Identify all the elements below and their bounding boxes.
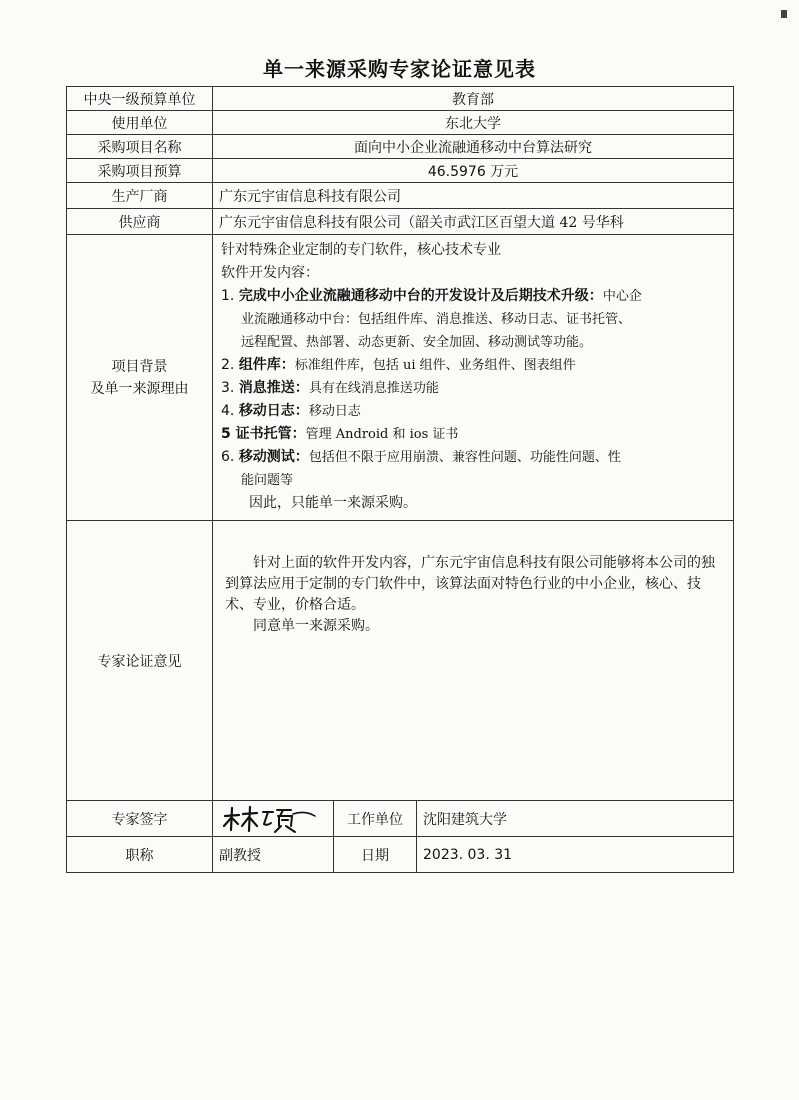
central-unit-label: 中央一级预算单位 bbox=[67, 87, 213, 111]
job-title-value: 副教授 bbox=[213, 837, 334, 873]
date-label: 日期 bbox=[334, 837, 417, 873]
item-6-text-b: 能问题等 bbox=[241, 473, 294, 488]
item-1-heading: 完成中小企业流融通移动中台的开发设计及后期技术升级： bbox=[238, 288, 603, 304]
row-signature bbox=[67, 801, 734, 837]
row-central-unit bbox=[67, 87, 734, 111]
background-label-line2: 及单一来源理由 bbox=[90, 380, 189, 397]
user-unit-value: 东北大学 bbox=[213, 111, 734, 135]
item-1-text-a: 中心企 bbox=[602, 289, 642, 304]
item-1-text-c: 远程配置、热部署、动态更新、安全加固、移动测试等功能。 bbox=[241, 335, 593, 350]
supplier-value: 广东元宇宙信息科技有限公司（韶关市武江区百望大道 42 号华科 bbox=[213, 209, 734, 235]
row-title-date bbox=[67, 837, 734, 873]
background-intro: 针对特殊企业定制的专门软件，核心技术专业 bbox=[221, 242, 501, 258]
budget-label: 采购项目预算 bbox=[67, 159, 213, 183]
date-value: 2023. 03. 31 bbox=[417, 837, 734, 873]
item-5-text: 管理 Android 和 ios 证书 bbox=[305, 427, 459, 442]
supplier-label: 供应商 bbox=[67, 209, 213, 235]
item-2-heading: 组件库： bbox=[238, 357, 295, 373]
dev-item-5 bbox=[221, 423, 725, 446]
handwritten-signature bbox=[219, 804, 319, 834]
item-3-heading: 消息推送： bbox=[238, 380, 309, 396]
dev-item-1 bbox=[221, 285, 725, 308]
item-6-text-a: 包括但不限于应用崩溃、兼容性问题、功能性问题、性 bbox=[308, 450, 621, 465]
item-4-heading: 移动日志： bbox=[238, 403, 309, 419]
user-unit-label: 使用单位 bbox=[67, 111, 213, 135]
page-title: 单一来源采购专家论证意见表 bbox=[263, 57, 536, 81]
background-label-line1: 项目背景 bbox=[111, 358, 168, 375]
opinion-label: 专家论证意见 bbox=[67, 521, 213, 801]
item-6-heading: 移动测试： bbox=[238, 449, 309, 465]
background-label bbox=[67, 235, 213, 521]
item-5-heading: 5 证书托管： bbox=[221, 426, 306, 442]
dev-item-6 bbox=[221, 446, 725, 469]
item-1-number: 1. bbox=[221, 288, 235, 304]
manufacturer-value: 广东元宇宙信息科技有限公司 bbox=[213, 183, 734, 209]
background-content bbox=[213, 235, 734, 521]
row-opinion bbox=[67, 521, 734, 801]
item-2-number: 2. bbox=[221, 357, 235, 373]
dev-item-2 bbox=[221, 354, 725, 377]
signature-cell bbox=[213, 801, 334, 837]
item-2-text: 标准组件库，包括 ui 组件、业务组件、图表组件 bbox=[294, 358, 576, 373]
project-name-label: 采购项目名称 bbox=[67, 135, 213, 159]
scan-mark bbox=[781, 10, 787, 18]
item-6-number: 6. bbox=[221, 449, 235, 465]
item-3-number: 3. bbox=[221, 380, 235, 396]
opinion-content bbox=[213, 521, 734, 801]
item-3-text: 具有在线消息推送功能 bbox=[308, 381, 439, 396]
item-4-number: 4. bbox=[221, 403, 235, 419]
row-background bbox=[67, 235, 734, 521]
background-conclusion: 因此，只能单一来源采购。 bbox=[249, 495, 417, 511]
row-manufacturer bbox=[67, 183, 734, 209]
opinion-agree: 同意单一来源采购。 bbox=[253, 618, 379, 634]
central-unit-value: 教育部 bbox=[213, 87, 734, 111]
dev-item-3 bbox=[221, 377, 725, 400]
row-budget bbox=[67, 159, 734, 183]
job-title-label: 职称 bbox=[67, 837, 213, 873]
signature-label: 专家签字 bbox=[67, 801, 213, 837]
row-project-name bbox=[67, 135, 734, 159]
project-name-value: 面向中小企业流融通移动中台算法研究 bbox=[213, 135, 734, 159]
item-1-text-b: 业流融通移动中台：包括组件库、消息推送、移动日志、证书托管、 bbox=[241, 312, 632, 327]
item-4-text: 移动日志 bbox=[308, 404, 361, 419]
dev-title: 软件开发内容： bbox=[221, 265, 319, 281]
row-user-unit bbox=[67, 111, 734, 135]
form-table bbox=[66, 86, 734, 873]
row-supplier bbox=[67, 209, 734, 235]
budget-value: 46.5976 万元 bbox=[213, 159, 734, 183]
work-unit-value: 沈阳建筑大学 bbox=[417, 801, 734, 837]
opinion-paragraph: 针对上面的软件开发内容，广东元宇宙信息科技有限公司能够将本公司的独到算法应用于定制的专门软件中，该算法面对特色行业的中小企业，核心、技术、专业，价格合适。 bbox=[225, 555, 715, 613]
dev-item-4 bbox=[221, 400, 725, 423]
work-unit-label: 工作单位 bbox=[334, 801, 417, 837]
manufacturer-label: 生产厂商 bbox=[67, 183, 213, 209]
